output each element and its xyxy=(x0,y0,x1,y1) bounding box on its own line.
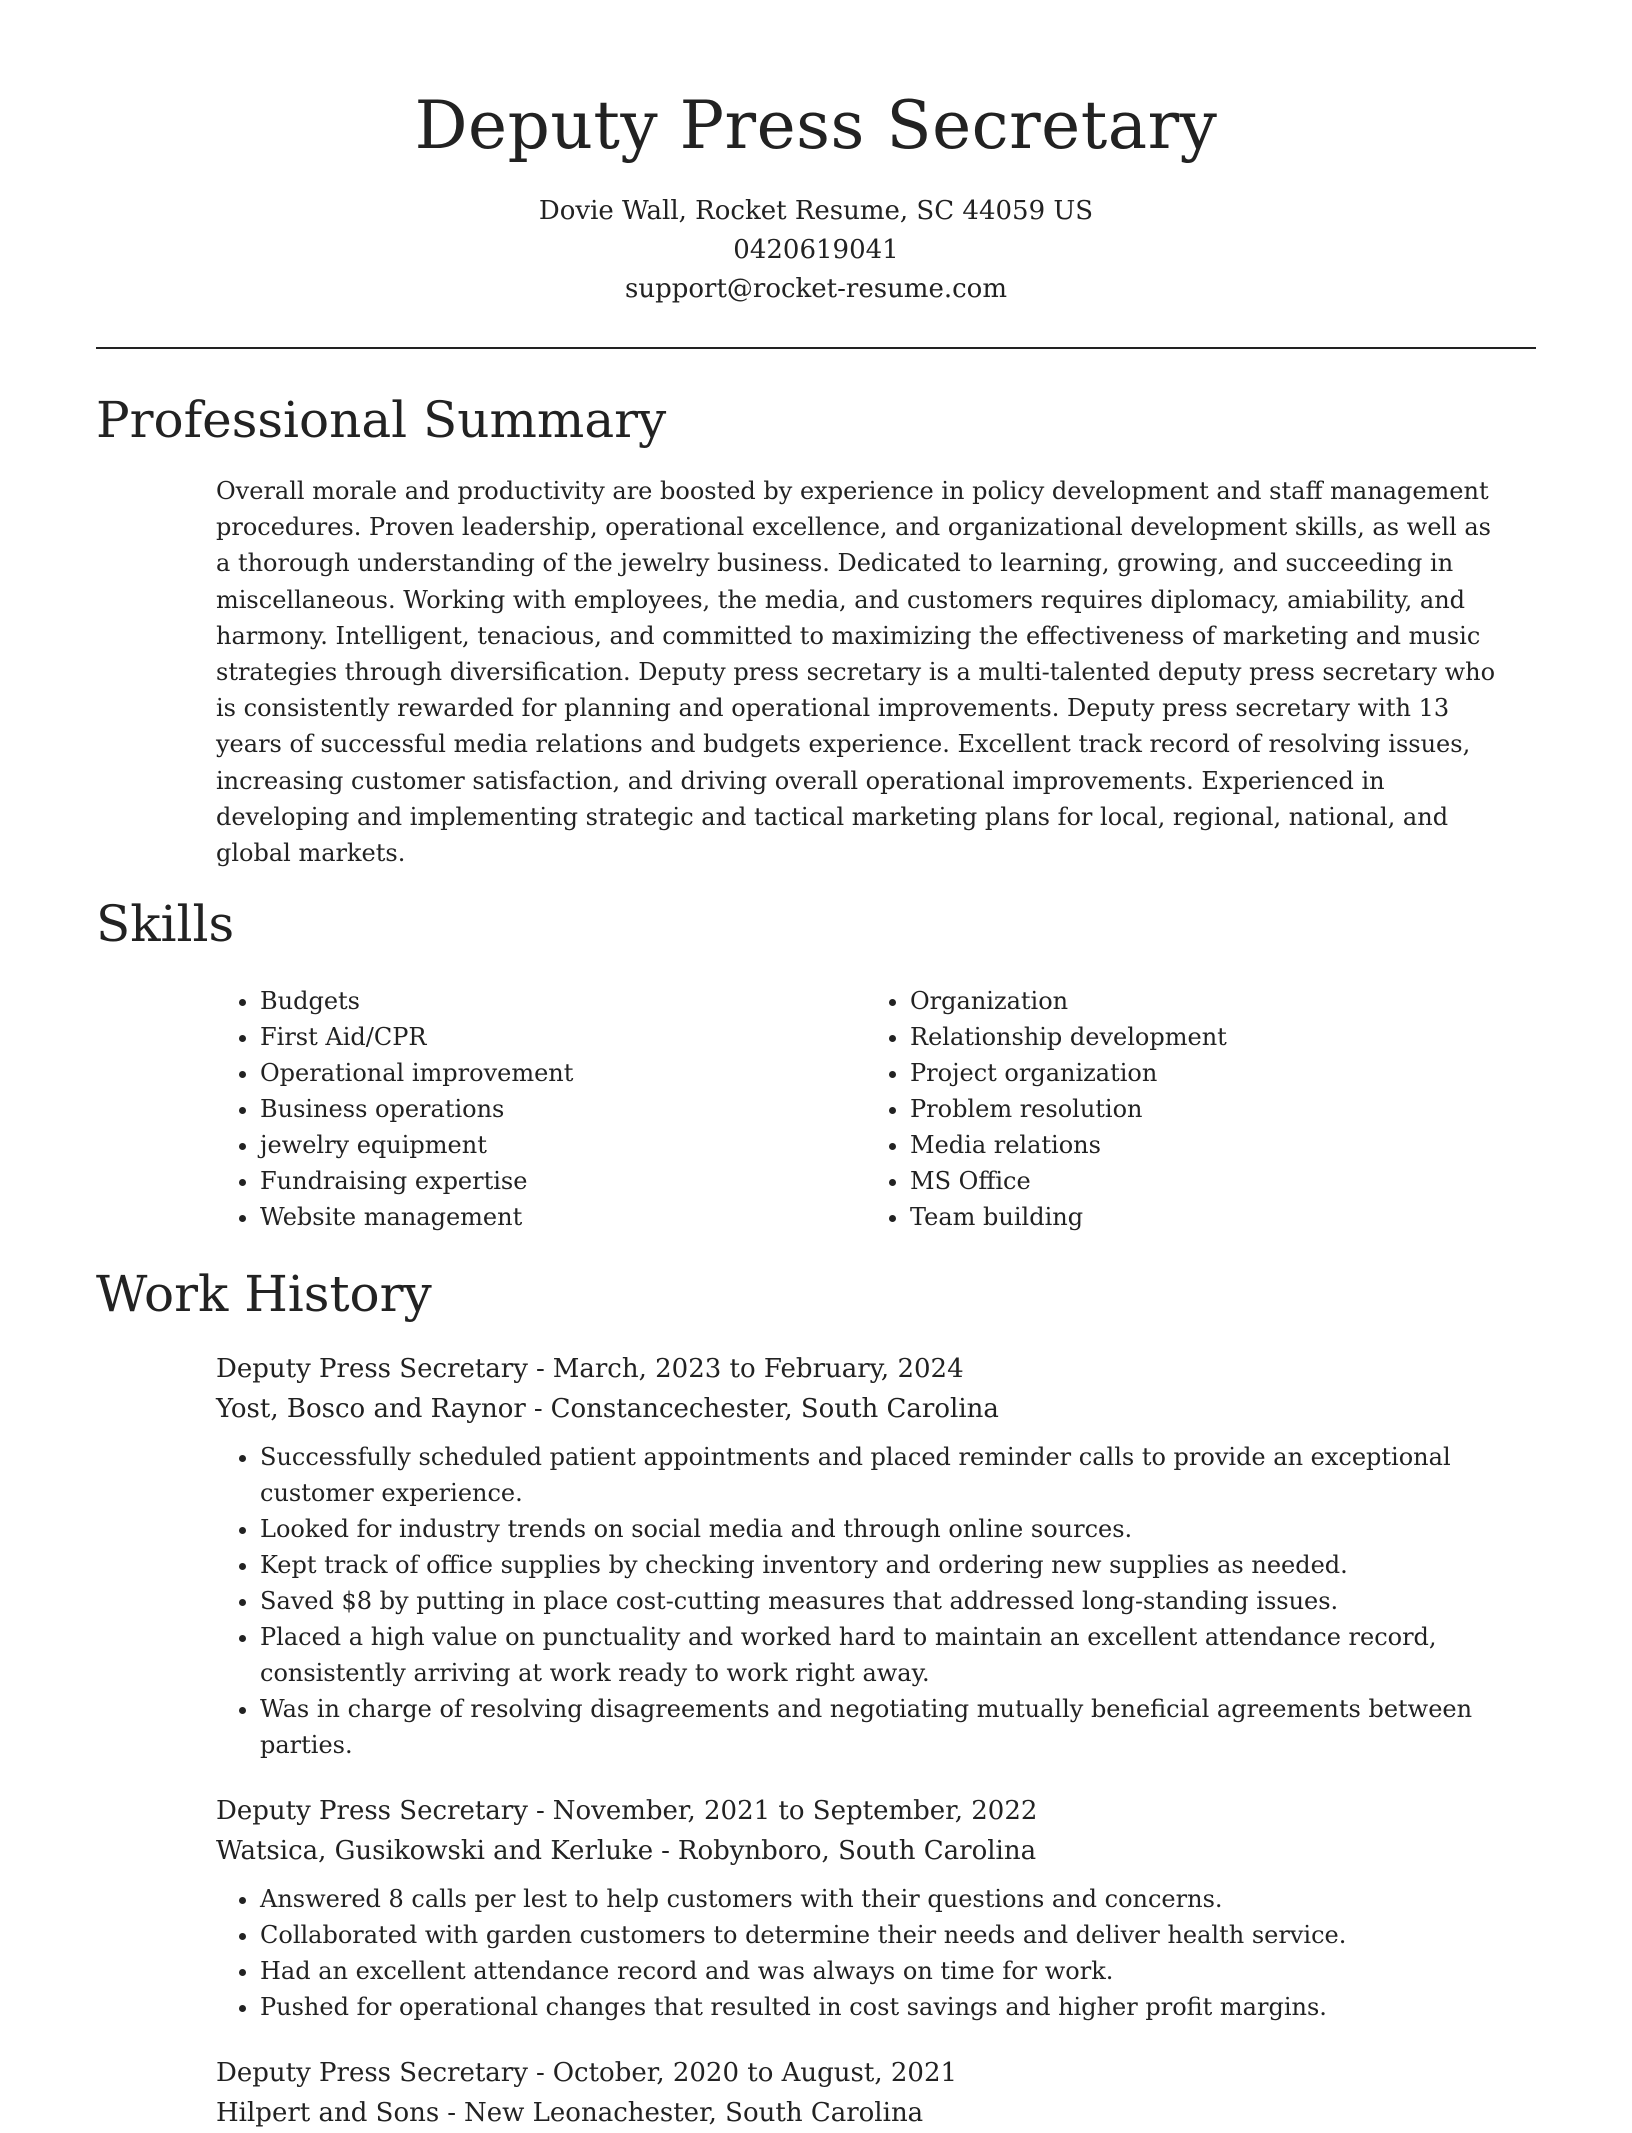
contact-phone: 0420619041 xyxy=(733,235,899,265)
skill-item: • Organization xyxy=(910,983,1516,1019)
job-location: Constancechester, South Carolina xyxy=(550,1394,999,1425)
job-separator: - xyxy=(447,2098,456,2129)
job-bullet: • Answered 8 calls per lest to help customers with their questions and concerns. xyxy=(260,1881,1536,1917)
skills-column-left xyxy=(216,983,866,1235)
resume-title: Deputy Press Secretary xyxy=(414,87,1218,164)
skill-item: • Fundraising expertise xyxy=(260,1163,866,1199)
contact-address: Dovie Wall, Rocket Resume, SC 44059 US xyxy=(538,196,1094,226)
job-bullet: • Pushed for operational changes that resulted in cost savings and higher profit margins. xyxy=(260,1989,1536,2025)
skill-item: • First Aid/CPR xyxy=(260,1019,866,1055)
job-entry xyxy=(216,2053,1536,2133)
job-company-line xyxy=(216,2093,1536,2133)
job-company: Watsica, Gusikowski and Kerluke xyxy=(216,1836,654,1867)
job-company: Yost, Bosco and Raynor xyxy=(216,1394,526,1425)
job-title-line xyxy=(216,2053,1536,2093)
skill-item: • Problem resolution xyxy=(910,1091,1516,1127)
skill-item: • Operational improvement xyxy=(260,1055,866,1091)
skill-item: • Business operations xyxy=(260,1091,866,1127)
job-bullet: • Looked for industry trends on social media and through online sources. xyxy=(260,1511,1536,1547)
job-entry xyxy=(216,1791,1536,2025)
job-bullets xyxy=(216,1881,1536,2025)
summary-text: Overall morale and productivity are boosted by experience in policy development and staff management procedures. Proven leadership, operational excellence, and organizational development skills, as well as a thorough understanding of the jewelry business. Dedicated to learning, growing, and succeeding in miscellaneous. Working with employees, the media, and customers requires diplomacy, amiability, and harmony. Intelligent, tenacious, and committed to maximizing the effectiveness of marketing and music strategies through diversification. Deputy press secretary is a multi-talented deputy press secretary who is consistently rewarded for planning and operational improvements. Deputy press secretary with 13 years of successful media relations and budgets experience. Excellent track record of resolving issues, increasing customer satisfaction, and driving overall operational improvements. Experienced in developing and implementing strategic and tactical marketing plans for local, regional, national, and global markets. xyxy=(216,477,1496,868)
job-location: Robynboro, South Carolina xyxy=(677,1836,1037,1867)
job-separator: - xyxy=(661,1836,670,1867)
job-title-line xyxy=(216,1791,1536,1831)
skills-heading: Skills xyxy=(96,895,235,954)
job-dates: October, 2020 to August, 2021 xyxy=(552,2058,958,2089)
skill-item: • MS Office xyxy=(910,1163,1516,1199)
skills-grid xyxy=(216,983,1536,1235)
skill-item: • Media relations xyxy=(910,1127,1516,1163)
summary-heading: Professional Summary xyxy=(96,391,667,449)
contact-info xyxy=(96,192,1536,309)
job-company-line xyxy=(216,1389,1536,1429)
job-bullet: • Collaborated with garden customers to determine their needs and deliver health service. xyxy=(260,1917,1536,1953)
skill-item: • jewelry equipment xyxy=(260,1127,866,1163)
job-bullets xyxy=(216,1439,1536,1763)
job-entry xyxy=(216,1349,1536,1763)
job-bullet: • Successfully scheduled patient appointments and placed reminder calls to provide an exceptional customer experience. xyxy=(260,1439,1536,1511)
job-dates: November, 2021 to September, 2022 xyxy=(552,1796,1038,1827)
job-title-line xyxy=(216,1349,1536,1389)
job-separator: - xyxy=(535,1354,545,1385)
resume-page xyxy=(96,0,1536,2133)
skill-item: • Team building xyxy=(910,1199,1516,1235)
job-separator: - xyxy=(533,1394,543,1425)
job-bullet: • Placed a high value on punctuality and worked hard to maintain an excellent attendance record, consistently arriving at work ready to work right away. xyxy=(260,1619,1536,1691)
job-company: Hilpert and Sons xyxy=(216,2098,440,2129)
job-separator: - xyxy=(535,1796,545,1827)
contact-email: support@rocket-resume.com xyxy=(624,274,1007,304)
job-separator: - xyxy=(535,2058,545,2089)
job-title: Deputy Press Secretary xyxy=(216,2058,528,2089)
skills-column-right xyxy=(866,983,1516,1235)
job-title: Deputy Press Secretary xyxy=(216,1354,528,1385)
job-bullet: • Was in charge of resolving disagreements and negotiating mutually beneficial agreements between parties. xyxy=(260,1691,1536,1763)
work-history-heading: Work History xyxy=(96,1265,432,1324)
job-bullet: • Kept track of office supplies by checking inventory and ordering new supplies as needed. xyxy=(260,1547,1536,1583)
job-location: New Leonachester, South Carolina xyxy=(463,2098,924,2129)
job-bullet: • Saved $8 by putting in place cost-cutting measures that addressed long-standing issues. xyxy=(260,1583,1536,1619)
job-title: Deputy Press Secretary xyxy=(216,1796,528,1827)
job-bullet: • Had an excellent attendance record and was always on time for work. xyxy=(260,1953,1536,1989)
skill-item: • Project organization xyxy=(910,1055,1516,1091)
header-divider xyxy=(96,347,1536,349)
job-company-line xyxy=(216,1831,1536,1871)
skill-item: • Budgets xyxy=(260,983,866,1019)
resume-header xyxy=(96,0,1536,309)
job-dates: March, 2023 to February, 2024 xyxy=(552,1354,964,1385)
skill-item: • Relationship development xyxy=(910,1019,1516,1055)
skill-item: • Website management xyxy=(260,1199,866,1235)
